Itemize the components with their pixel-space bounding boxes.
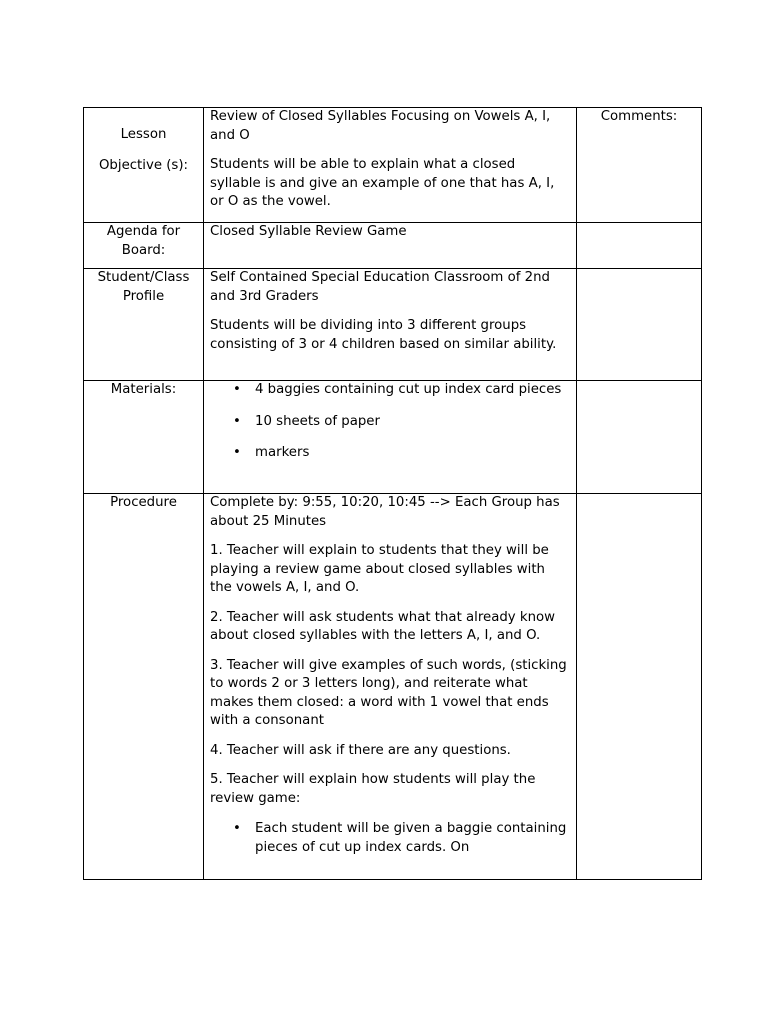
procedure-step: 3. Teacher will give examples of such words, (sticking to words 2 or 3 letters long), and reiterate what makes them closed: a word with 1 vowel that ends with a consonant bbox=[210, 657, 567, 728]
procedure-label-cell bbox=[84, 494, 204, 880]
procedure-bullet-item: • Each student will be given a baggie containing pieces of cut up index cards. On bbox=[255, 820, 570, 857]
comments-header-cell bbox=[577, 108, 702, 223]
agenda-label: Agenda for Board: bbox=[106, 224, 181, 258]
materials-item: • markers bbox=[255, 444, 570, 463]
objective-label-cell bbox=[84, 108, 204, 223]
profile-comments-cell bbox=[577, 269, 702, 381]
procedure-content-cell bbox=[204, 494, 577, 880]
procedure-bullet-list bbox=[210, 820, 570, 857]
objective-label-line2: Objective (s): bbox=[98, 157, 189, 173]
agenda-label-cell bbox=[84, 223, 204, 269]
procedure-label: Procedure bbox=[110, 495, 177, 510]
procedure-row bbox=[84, 494, 702, 880]
agenda-comments-cell bbox=[577, 223, 702, 269]
materials-comments-cell bbox=[577, 381, 702, 494]
procedure-step: 2. Teacher will ask students what that already know about closed syllables with the letters A, I, and O. bbox=[210, 609, 556, 643]
lesson-plan-table bbox=[83, 107, 702, 880]
procedure-intro: Complete by: 9:55, 10:20, 10:45 --> Each Group has about 25 Minutes bbox=[210, 495, 560, 529]
materials-list bbox=[210, 381, 570, 463]
materials-label-cell bbox=[84, 381, 204, 494]
objective-description-text: Students will be able to explain what a closed syllable is and give an example of one that has A, I, or O as the vowel. bbox=[210, 157, 555, 209]
materials-label: Materials: bbox=[110, 382, 177, 397]
profile-label: Student/Class Profile bbox=[97, 270, 190, 304]
materials-row bbox=[84, 381, 702, 494]
materials-item: • 4 baggies containing cut up index card pieces bbox=[255, 381, 570, 400]
agenda-row bbox=[84, 223, 702, 269]
procedure-step: 4. Teacher will ask if there are any questions. bbox=[210, 742, 511, 758]
procedure-comments-cell bbox=[577, 494, 702, 880]
objective-label-line1: Lesson bbox=[120, 127, 167, 142]
profile-content-p2: Students will be dividing into 3 different groups consisting of 3 or 4 children based on similar ability. bbox=[210, 318, 557, 352]
profile-row bbox=[84, 269, 702, 381]
profile-content-p1: Self Contained Special Education Classroom of 2nd and 3rd Graders bbox=[210, 270, 550, 304]
materials-content-cell bbox=[204, 381, 577, 494]
profile-label-cell bbox=[84, 269, 204, 381]
agenda-content: Closed Syllable Review Game bbox=[210, 224, 407, 239]
materials-item: • 10 sheets of paper bbox=[255, 413, 570, 432]
procedure-step: 5. Teacher will explain how students will play the review game: bbox=[210, 772, 536, 806]
comments-header: Comments: bbox=[600, 109, 678, 124]
procedure-step: 1. Teacher will explain to students that they will be playing a review game about closed syllables with the vowels A, I, and O. bbox=[210, 543, 549, 595]
agenda-content-cell bbox=[204, 223, 577, 269]
profile-content-cell bbox=[204, 269, 577, 381]
objective-content-cell bbox=[204, 108, 577, 223]
objective-row bbox=[84, 108, 702, 223]
objective-title-text: Review of Closed Syllables Focusing on Vowels A, I, and O bbox=[210, 109, 551, 143]
